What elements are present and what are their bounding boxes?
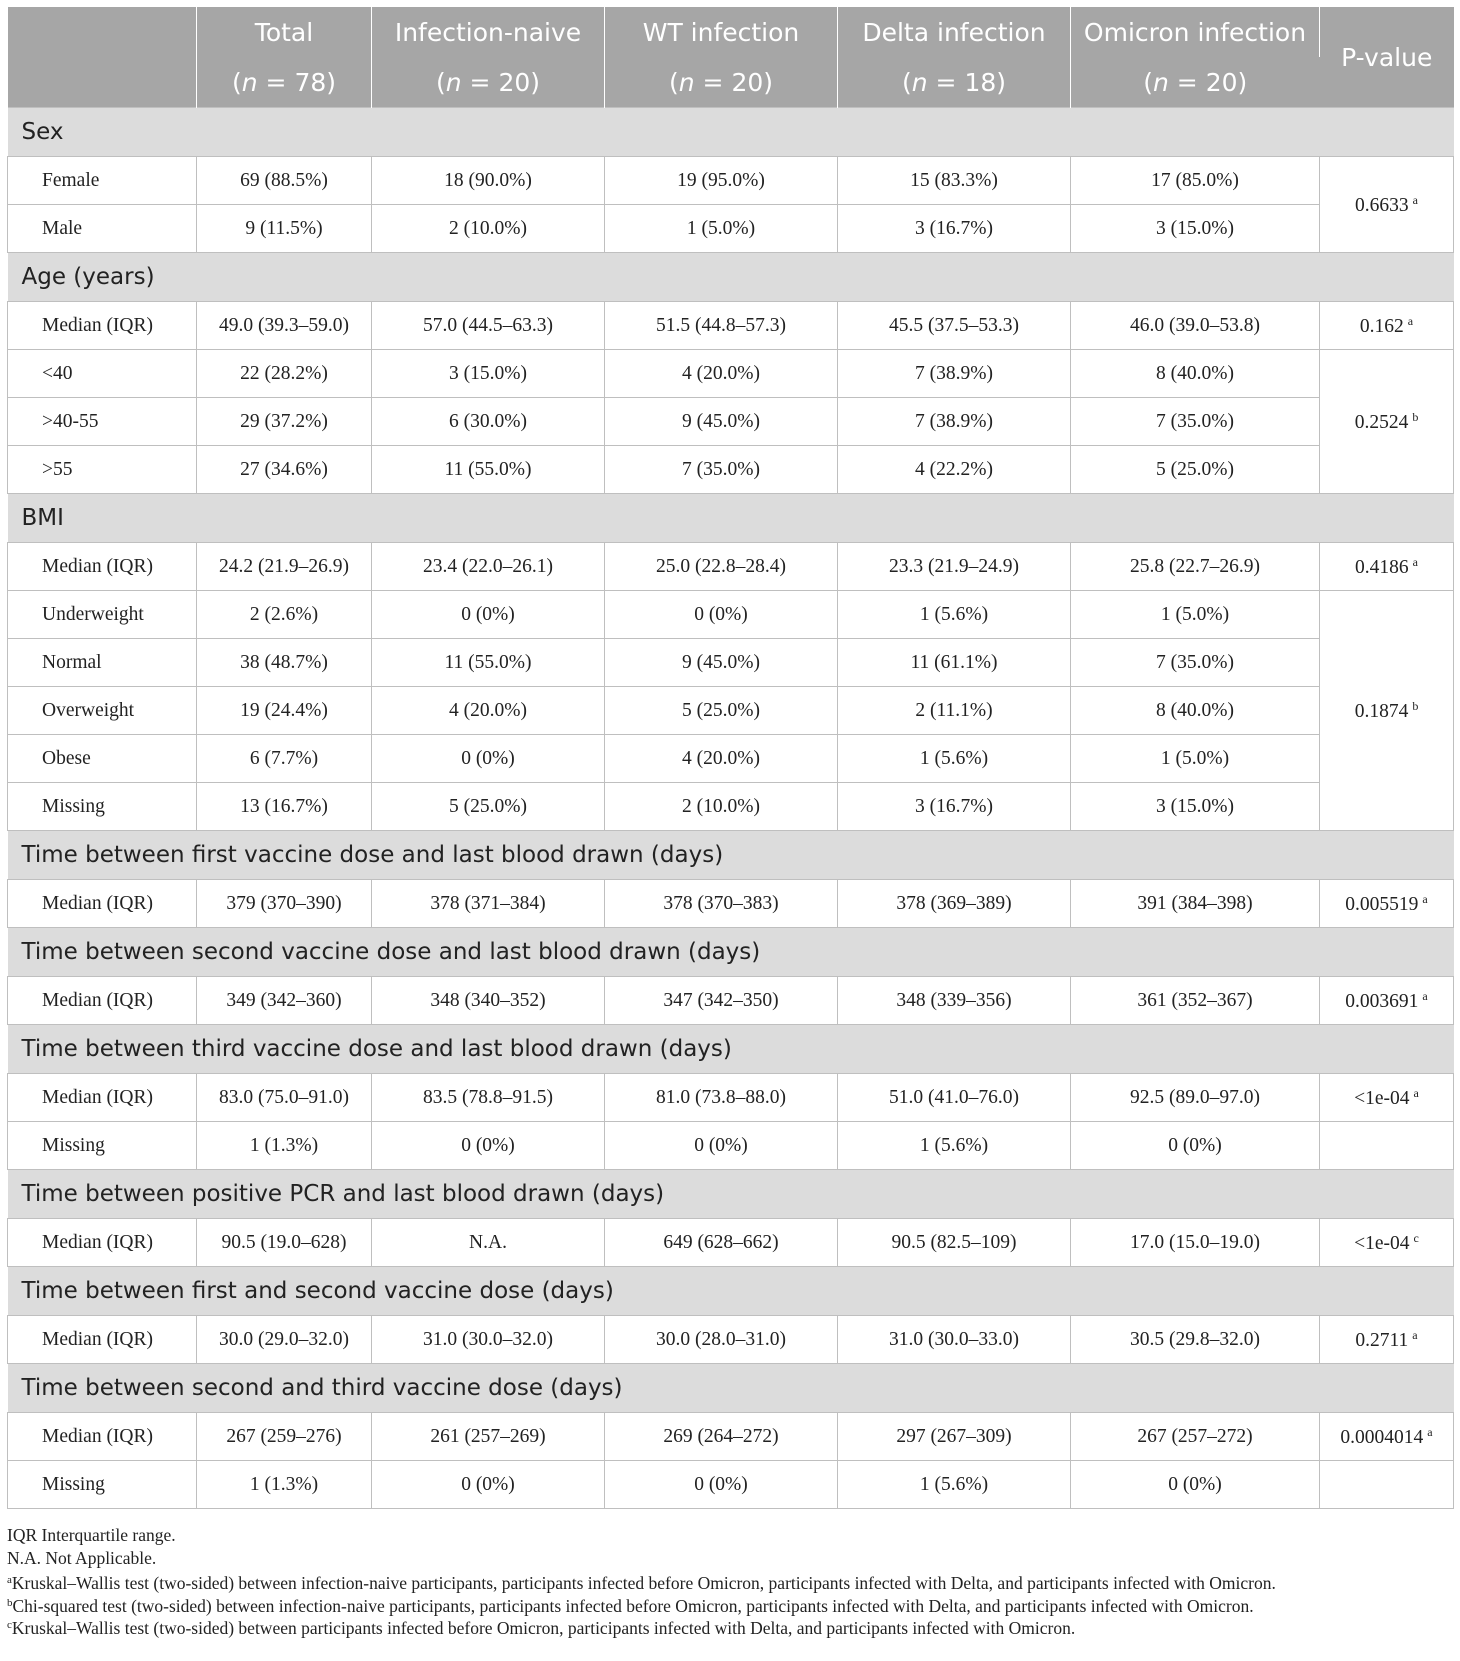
- table-cell: 11 (55.0%): [372, 446, 605, 494]
- pvalue-cell: 0.4186 $^a$: [1320, 543, 1454, 591]
- table-cell: 7 (35.0%): [1071, 398, 1320, 446]
- table-cell: 3 (16.7%): [838, 205, 1071, 253]
- footnote-b: $^b$Chi-squared test (two-sided) between infection-naive participants, participants infected before Omicron, participants infected with Delta, and participants infected with Omicron.: [7, 1595, 1254, 1616]
- table-cell: 9 (11.5%): [197, 205, 372, 253]
- table-cell: 45.5 (37.5–53.3): [838, 302, 1071, 350]
- pvalue-cell: <1e-04 $^a$: [1320, 1074, 1454, 1122]
- table-cell: 90.5 (82.5–109): [838, 1219, 1071, 1267]
- row-label: Median (IQR): [8, 977, 197, 1025]
- table-cell: 378 (371–384): [372, 880, 605, 928]
- row-label: Obese: [8, 735, 197, 783]
- table-row: [8, 446, 1454, 494]
- table-cell: 2 (2.6%): [197, 591, 372, 639]
- header-pvalue: P-value: [1320, 7, 1454, 108]
- pvalue-cell-empty: [1320, 1461, 1454, 1509]
- pvalue-cell: 0.162 $^a$: [1320, 302, 1454, 350]
- table-cell: 361 (352–367): [1071, 977, 1320, 1025]
- table-row: [8, 1219, 1454, 1267]
- table-cell: 83.5 (78.8–91.5): [372, 1074, 605, 1122]
- table-cell: 23.3 (21.9–24.9): [838, 543, 1071, 591]
- row-label: Median (IQR): [8, 1074, 197, 1122]
- table-cell: 23.4 (22.0–26.1): [372, 543, 605, 591]
- table-cell: 0 (0%): [1071, 1122, 1320, 1170]
- table-cell: 7 (35.0%): [1071, 639, 1320, 687]
- pvalue-cell: 0.003691 $^a$: [1320, 977, 1454, 1025]
- table-row: [8, 302, 1454, 350]
- table-cell: 1 (1.3%): [197, 1461, 372, 1509]
- table-row: [8, 1413, 1454, 1461]
- table-cell: 4 (20.0%): [605, 735, 838, 783]
- table-cell: 9 (45.0%): [605, 639, 838, 687]
- table-cell: 0 (0%): [1071, 1461, 1320, 1509]
- header-infection-naive: Infection-naive: [372, 7, 605, 57]
- row-label: Median (IQR): [8, 1316, 197, 1364]
- section-title: Time between positive PCR and last blood drawn (days): [8, 1170, 1454, 1219]
- table-row: [8, 398, 1454, 446]
- table-row: [8, 350, 1454, 398]
- table-cell: 17 (85.0%): [1071, 157, 1320, 205]
- table-cell: 0 (0%): [605, 1461, 838, 1509]
- section-row-first-dose: [8, 831, 1454, 880]
- header-total: Total: [197, 7, 372, 57]
- table-cell: 261 (257–269): [372, 1413, 605, 1461]
- table-cell: 379 (370–390): [197, 880, 372, 928]
- table-cell: N.A.: [372, 1219, 605, 1267]
- table-cell: 38 (48.7%): [197, 639, 372, 687]
- table-cell: 1 (5.6%): [838, 1461, 1071, 1509]
- row-label: Missing: [8, 1122, 197, 1170]
- table-cell: 267 (257–272): [1071, 1413, 1320, 1461]
- header-n-total: (n = 78): [197, 57, 372, 108]
- table-cell: 2 (10.0%): [372, 205, 605, 253]
- row-label: Underweight: [8, 591, 197, 639]
- table-cell: 3 (15.0%): [372, 350, 605, 398]
- table-cell: 2 (11.1%): [838, 687, 1071, 735]
- table-row: [8, 1074, 1454, 1122]
- table-cell: 267 (259–276): [197, 1413, 372, 1461]
- table-cell: 9 (45.0%): [605, 398, 838, 446]
- row-label: <40: [8, 350, 197, 398]
- section-title: Age (years): [8, 253, 1454, 302]
- table-row: [8, 543, 1454, 591]
- section-row-sex: [8, 108, 1454, 157]
- table-row: [8, 591, 1454, 639]
- table-cell: 348 (340–352): [372, 977, 605, 1025]
- table-cell: 349 (342–360): [197, 977, 372, 1025]
- row-label: Median (IQR): [8, 543, 197, 591]
- table-cell: 348 (339–356): [838, 977, 1071, 1025]
- table-cell: 18 (90.0%): [372, 157, 605, 205]
- table-cell: 25.8 (22.7–26.9): [1071, 543, 1320, 591]
- table-cell: 30.5 (29.8–32.0): [1071, 1316, 1320, 1364]
- footnote-c: $^c$Kruskal–Wallis test (two-sided) between participants infected before Omicron, participants infected with Delta, and participants infected with Omicron.: [7, 1618, 1076, 1638]
- row-label: Female: [8, 157, 197, 205]
- table-cell: 3 (15.0%): [1071, 205, 1320, 253]
- table-cell: 69 (88.5%): [197, 157, 372, 205]
- table-cell: 46.0 (39.0–53.8): [1071, 302, 1320, 350]
- header-n-omicron-infection: (n = 20): [1071, 57, 1320, 108]
- header-n-delta-infection: (n = 18): [838, 57, 1071, 108]
- section-title: Time between third vaccine dose and last blood drawn (days): [8, 1025, 1454, 1074]
- table-cell: 1 (1.3%): [197, 1122, 372, 1170]
- footnote-na: N.A. Not Applicable.: [7, 1547, 157, 1568]
- table-cell: 57.0 (44.5–63.3): [372, 302, 605, 350]
- pvalue-cell: <1e-04 $^c$: [1320, 1219, 1454, 1267]
- section-row-first-second: [8, 1267, 1454, 1316]
- section-row-pcr: [8, 1170, 1454, 1219]
- header-n-infection-naive: (n = 20): [372, 57, 605, 108]
- header-blank-cell: [8, 7, 197, 108]
- table-cell: 1 (5.0%): [1071, 735, 1320, 783]
- table-row: [8, 205, 1454, 253]
- row-label: Overweight: [8, 687, 197, 735]
- table-cell: 7 (35.0%): [605, 446, 838, 494]
- pvalue-cell: 0.0004014 $^a$: [1320, 1413, 1454, 1461]
- table-cell: 11 (61.1%): [838, 639, 1071, 687]
- section-title: Time between second vaccine dose and last blood drawn (days): [8, 928, 1454, 977]
- section-title: Sex: [8, 108, 1454, 157]
- header-wt-infection: WT infection: [605, 7, 838, 57]
- table-cell: 19 (95.0%): [605, 157, 838, 205]
- table-cell: 30.0 (28.0–31.0): [605, 1316, 838, 1364]
- table-cell: 3 (15.0%): [1071, 783, 1320, 831]
- row-label: Missing: [8, 783, 197, 831]
- table-cell: 347 (342–350): [605, 977, 838, 1025]
- table-cell: 1 (5.6%): [838, 1122, 1071, 1170]
- table-cell: 1 (5.0%): [605, 205, 838, 253]
- row-label: Median (IQR): [8, 1413, 197, 1461]
- pvalue-cell: 0.005519 $^a$: [1320, 880, 1454, 928]
- table-row: [8, 735, 1454, 783]
- section-row-bmi: [8, 494, 1454, 543]
- row-label: Normal: [8, 639, 197, 687]
- section-row-third-dose: [8, 1025, 1454, 1074]
- section-title: Time between second and third vaccine dose (days): [8, 1364, 1454, 1413]
- row-label: Median (IQR): [8, 1219, 197, 1267]
- table-cell: 51.5 (44.8–57.3): [605, 302, 838, 350]
- header-n-wt-infection: (n = 20): [605, 57, 838, 108]
- table-cell: 31.0 (30.0–33.0): [838, 1316, 1071, 1364]
- table-row: [8, 639, 1454, 687]
- header-delta-infection: Delta infection: [838, 7, 1071, 57]
- table-cell: 0 (0%): [605, 1122, 838, 1170]
- row-label: Median (IQR): [8, 880, 197, 928]
- section-row-second-third: [8, 1364, 1454, 1413]
- table-cell: 30.0 (29.0–32.0): [197, 1316, 372, 1364]
- row-label: >40-55: [8, 398, 197, 446]
- table-cell: 19 (24.4%): [197, 687, 372, 735]
- section-title: BMI: [8, 494, 1454, 543]
- table-cell: 7 (38.9%): [838, 398, 1071, 446]
- table-cell: 15 (83.3%): [838, 157, 1071, 205]
- table-row: [8, 977, 1454, 1025]
- table-row: [8, 1316, 1454, 1364]
- table-cell: 2 (10.0%): [605, 783, 838, 831]
- table-footnotes: [7, 1524, 1453, 1637]
- pvalue-cell: 0.2524 $^b$: [1320, 350, 1454, 494]
- table-cell: 6 (7.7%): [197, 735, 372, 783]
- table-cell: 4 (20.0%): [605, 350, 838, 398]
- table-cell: 24.2 (21.9–26.9): [197, 543, 372, 591]
- table-row: [8, 1461, 1454, 1509]
- footnote-iqr: IQR Interquartile range.: [7, 1525, 176, 1545]
- table-cell: 4 (22.2%): [838, 446, 1071, 494]
- table-cell: 49.0 (39.3–59.0): [197, 302, 372, 350]
- row-label: Median (IQR): [8, 302, 197, 350]
- table-cell: 92.5 (89.0–97.0): [1071, 1074, 1320, 1122]
- row-label: Missing: [8, 1461, 197, 1509]
- section-title: Time between first and second vaccine dose (days): [8, 1267, 1454, 1316]
- table-row: [8, 157, 1454, 205]
- table-cell: 6 (30.0%): [372, 398, 605, 446]
- row-label: >55: [8, 446, 197, 494]
- table-row: [8, 880, 1454, 928]
- table-cell: 7 (38.9%): [838, 350, 1071, 398]
- table-cell: 1 (5.0%): [1071, 591, 1320, 639]
- table-cell: 29 (37.2%): [197, 398, 372, 446]
- table-row: [8, 687, 1454, 735]
- section-row-second-dose: [8, 928, 1454, 977]
- pvalue-cell-empty: [1320, 1122, 1454, 1170]
- table-cell: 0 (0%): [372, 735, 605, 783]
- characteristics-table-container: [7, 7, 1453, 1509]
- table-cell: 81.0 (73.8–88.0): [605, 1074, 838, 1122]
- table-cell: 4 (20.0%): [372, 687, 605, 735]
- header-row-labels: [8, 7, 1454, 57]
- table-cell: 8 (40.0%): [1071, 350, 1320, 398]
- table-cell: 1 (5.6%): [838, 735, 1071, 783]
- table-cell: 5 (25.0%): [1071, 446, 1320, 494]
- pvalue-cell: 0.1874 $^b$: [1320, 591, 1454, 831]
- table-cell: 649 (628–662): [605, 1219, 838, 1267]
- table-cell: 378 (370–383): [605, 880, 838, 928]
- table-cell: 83.0 (75.0–91.0): [197, 1074, 372, 1122]
- section-title: Time between first vaccine dose and last blood drawn (days): [8, 831, 1454, 880]
- table-cell: 269 (264–272): [605, 1413, 838, 1461]
- table-cell: 25.0 (22.8–28.4): [605, 543, 838, 591]
- table-cell: 0 (0%): [372, 1461, 605, 1509]
- section-row-age: [8, 253, 1454, 302]
- table-cell: 27 (34.6%): [197, 446, 372, 494]
- pvalue-cell: 0.6633 $^a$: [1320, 157, 1454, 253]
- table-cell: 0 (0%): [372, 591, 605, 639]
- header-row-counts: [8, 57, 1454, 108]
- table-cell: 0 (0%): [605, 591, 838, 639]
- table-cell: 1 (5.6%): [838, 591, 1071, 639]
- table-cell: 5 (25.0%): [372, 783, 605, 831]
- table-cell: 90.5 (19.0–628): [197, 1219, 372, 1267]
- table-cell: 17.0 (15.0–19.0): [1071, 1219, 1320, 1267]
- header-omicron-infection: Omicron infection: [1071, 7, 1320, 57]
- table-cell: 13 (16.7%): [197, 783, 372, 831]
- pvalue-cell: 0.2711 $^a$: [1320, 1316, 1454, 1364]
- table-cell: 22 (28.2%): [197, 350, 372, 398]
- table-cell: 297 (267–309): [838, 1413, 1071, 1461]
- table-row: [8, 783, 1454, 831]
- table-cell: 5 (25.0%): [605, 687, 838, 735]
- table-cell: 8 (40.0%): [1071, 687, 1320, 735]
- table-cell: 31.0 (30.0–32.0): [372, 1316, 605, 1364]
- table-cell: 11 (55.0%): [372, 639, 605, 687]
- table-cell: 378 (369–389): [838, 880, 1071, 928]
- table-row: [8, 1122, 1454, 1170]
- row-label: Male: [8, 205, 197, 253]
- table-cell: 391 (384–398): [1071, 880, 1320, 928]
- footnote-a: $^a$Kruskal–Wallis test (two-sided) between infection-naive participants, participants infected before Omicron, participants infected with Delta, and participants infected with Omicron.: [7, 1573, 1276, 1593]
- table-cell: 0 (0%): [372, 1122, 605, 1170]
- characteristics-table: [7, 7, 1454, 1509]
- table-cell: 3 (16.7%): [838, 783, 1071, 831]
- table-cell: 51.0 (41.0–76.0): [838, 1074, 1071, 1122]
